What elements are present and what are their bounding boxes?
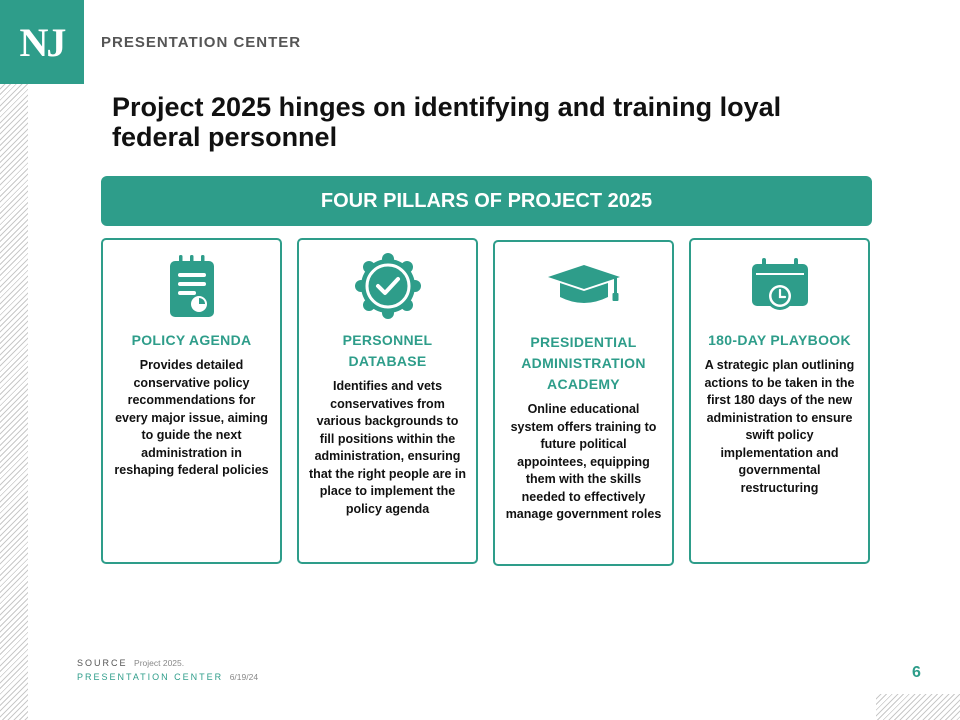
pillar-description: Identifies and vets conservatives from various backgrounds to fill positions within the administration, ensuring that the right people are in place to implement the policy agenda <box>309 379 466 516</box>
hatch-decoration-bottom <box>876 694 960 720</box>
pillar-description: A strategic plan outlining actions to be taken in the first 180 days of the new administration to ensure swift policy implementation and governmental restructuring <box>704 358 855 495</box>
pillar-card-180-day-playbook <box>689 238 870 564</box>
pillar-title: POLICY AGENDA <box>131 332 252 348</box>
pillar-description: Provides detailed conservative policy recommendations for every major issue, aiming to guide the next administration in reshaping federal policies <box>114 358 269 477</box>
pillar-title: PRESIDENTIAL ADMINISTRATION ACADEMY <box>521 334 646 392</box>
brand-label: PRESENTATION CENTER <box>101 34 302 51</box>
footer-center-line <box>77 672 258 682</box>
banner-text: FOUR PILLARS OF PROJECT 2025 <box>320 189 653 212</box>
source-value: Project 2025. <box>134 658 185 668</box>
pillar-card-administration-academy <box>493 240 674 566</box>
graduation-cap-icon <box>505 246 662 330</box>
calendar-clock-icon <box>701 244 858 328</box>
page-number: 6 <box>912 664 921 681</box>
slide-title: Project 2025 hinges on identifying and training loyal federal personnel <box>112 92 782 152</box>
source-line <box>77 658 184 668</box>
verified-badge-icon <box>309 244 466 328</box>
source-label: SOURCE <box>77 658 128 668</box>
pillar-card-personnel-database <box>297 238 478 564</box>
pillar-card-policy-agenda <box>101 238 282 564</box>
footer-date: 6/19/24 <box>229 672 259 682</box>
footer-center-label: PRESENTATION CENTER <box>77 672 224 682</box>
nj-logo <box>0 0 84 84</box>
pillar-description: Online educational system offers training to future political appointees, equipping them with the skills needed to effectively manage government roles <box>505 402 662 521</box>
pillar-title: PERSONNEL DATABASE <box>342 332 433 369</box>
pillars-banner <box>101 176 872 226</box>
clipboard-icon <box>113 244 270 328</box>
pillar-title: 180-DAY PLAYBOOK <box>708 332 851 348</box>
logo-text: NJ <box>19 19 65 65</box>
hatch-decoration-left <box>0 84 28 720</box>
